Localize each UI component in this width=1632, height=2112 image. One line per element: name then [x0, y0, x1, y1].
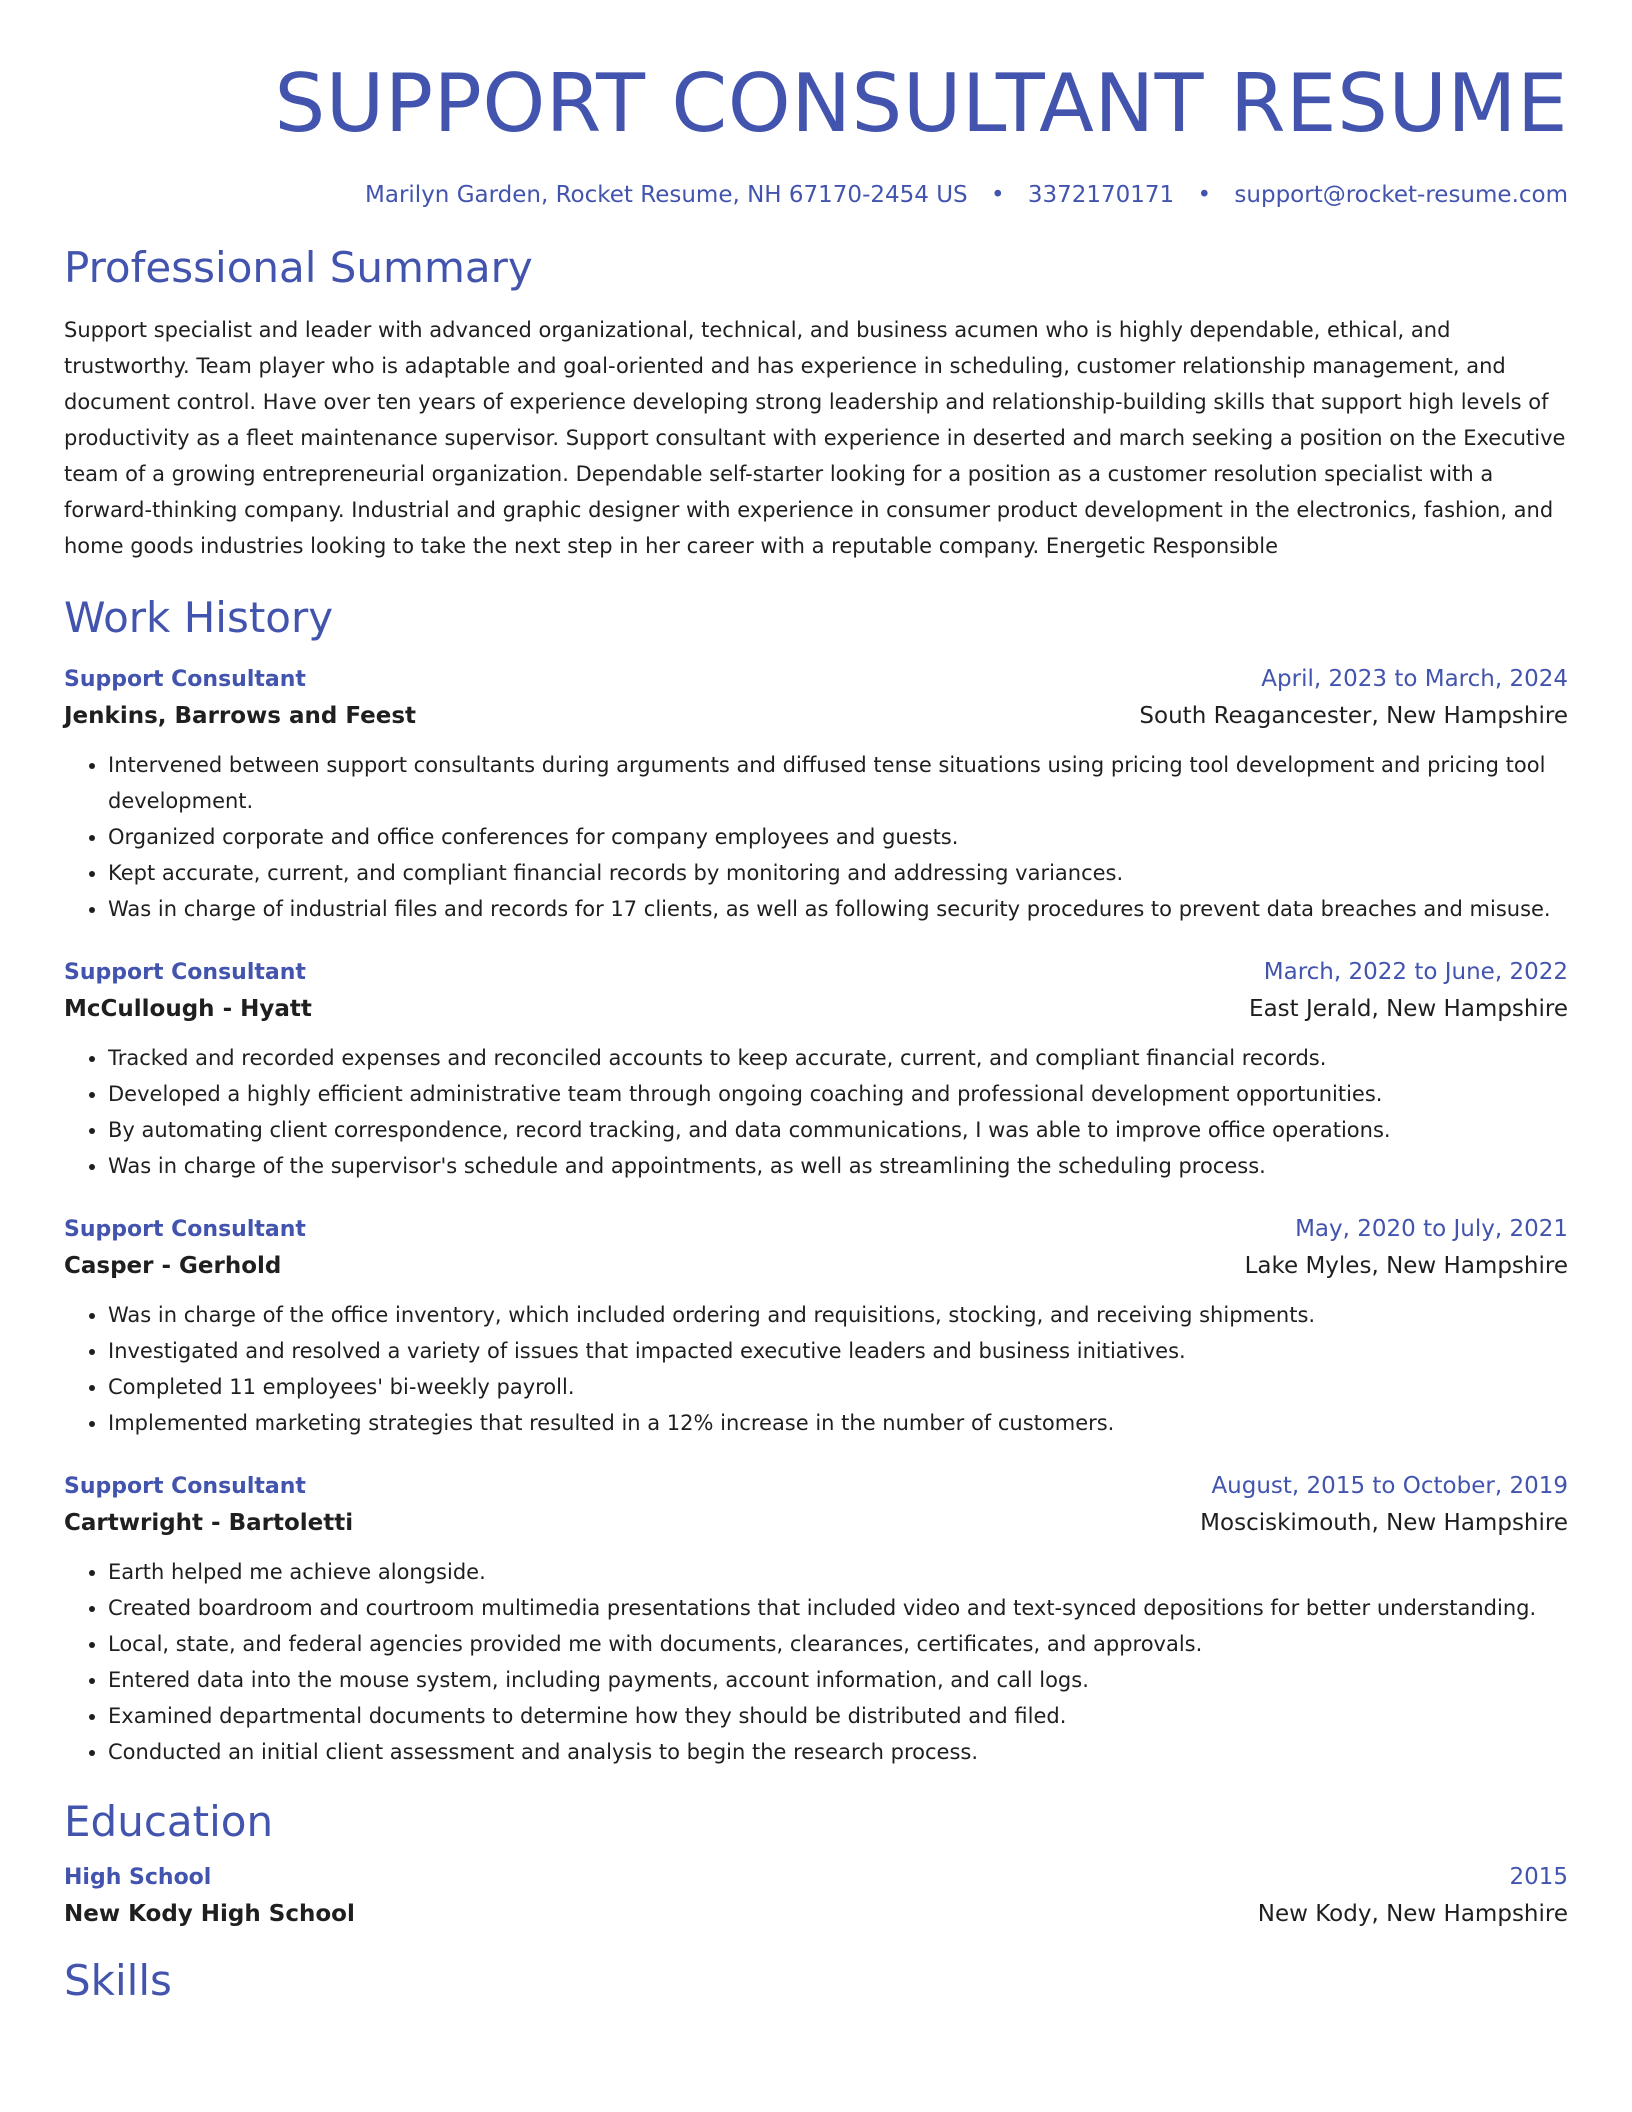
contact-email: support@rocket-resume.com [1234, 182, 1568, 208]
job-bullet: • Implemented marketing strategies that resulted in a 12% increase in the number of customers. [108, 1405, 1568, 1441]
job-entry [64, 1469, 1568, 1770]
job-dates: May, 2020 to July, 2021 [1295, 1216, 1568, 1242]
job-bullets [64, 1040, 1568, 1184]
job-bullet: • Developed a highly efficient administrative team through ongoing coaching and professional development opportunities. [108, 1076, 1568, 1112]
job-bullet: • Tracked and recorded expenses and reconciled accounts to keep accurate, current, and compliant financial records. [108, 1040, 1568, 1076]
job-company-row [64, 1247, 1568, 1285]
job-company-row [64, 990, 1568, 1028]
job-entry [64, 1212, 1568, 1441]
job-bullets [64, 747, 1568, 927]
contact-separator: • [990, 182, 1005, 208]
education-year: 2015 [1509, 1864, 1568, 1890]
contact-address: Marilyn Garden, Rocket Resume, NH 67170-2454 US [365, 182, 968, 208]
job-location: South Reagancester, New Hampshire [1139, 703, 1568, 729]
job-bullet: • Kept accurate, current, and compliant financial records by monitoring and addressing variances. [108, 855, 1568, 891]
job-location: Mosciskimouth, New Hampshire [1200, 1510, 1568, 1536]
summary-heading: Professional Summary [64, 243, 533, 292]
job-dates: August, 2015 to October, 2019 [1211, 1473, 1568, 1499]
job-role: Support Consultant [64, 1474, 306, 1499]
job-bullet: • Earth helped me achieve alongside. [108, 1554, 1568, 1590]
job-entry [64, 955, 1568, 1184]
job-location: Lake Myles, New Hampshire [1244, 1253, 1568, 1279]
skills-heading: Skills [64, 1956, 172, 2005]
contact-separator: • [1197, 182, 1212, 208]
job-entry [64, 662, 1568, 927]
job-bullet: • Was in charge of industrial files and records for 17 clients, as well as following security procedures to prevent data breaches and misuse. [108, 891, 1568, 927]
job-company: Jenkins, Barrows and Feest [64, 703, 417, 729]
job-bullets [64, 1297, 1568, 1441]
job-role: Support Consultant [64, 960, 306, 985]
job-title-row [64, 955, 1568, 990]
education-entry [64, 1860, 1568, 1933]
job-dates: April, 2023 to March, 2024 [1261, 666, 1568, 692]
education-degree: High School [64, 1865, 212, 1890]
job-company-row [64, 697, 1568, 735]
education-degree-row [64, 1860, 1568, 1895]
job-company-row [64, 1504, 1568, 1542]
job-location: East Jerald, New Hampshire [1249, 996, 1568, 1022]
contact-line [64, 180, 1568, 210]
job-dates: March, 2022 to June, 2022 [1263, 959, 1568, 985]
resume-title: SUPPORT CONSULTANT RESUME [274, 57, 1568, 150]
job-bullet: • Was in charge of the supervisor's schedule and appointments, as well as streamlining the scheduling process. [108, 1148, 1568, 1184]
resume-page [64, 0, 1568, 2007]
job-company: Cartwright - Bartoletti [64, 1510, 354, 1536]
job-bullet: • Examined departmental documents to determine how they should be distributed and filed. [108, 1698, 1568, 1734]
job-bullet: • Was in charge of the office inventory, which included ordering and requisitions, stocking, and receiving shipments. [108, 1297, 1568, 1333]
job-title-row [64, 1212, 1568, 1247]
job-bullet: • Investigated and resolved a variety of issues that impacted executive leaders and business initiatives. [108, 1333, 1568, 1369]
job-bullet: • Entered data into the mouse system, including payments, account information, and call logs. [108, 1662, 1568, 1698]
work-history-heading: Work History [64, 593, 334, 642]
summary-text: Support specialist and leader with advanced organizational, technical, and business acumen who is highly dependable, ethical, and trustworthy. Team player who is adaptable and goal-oriented and has experience in scheduling, customer relationship management, and document control. Have over ten years of experience developing strong leadership and relationship-building skills that support high levels of productivity as a fleet maintenance supervisor. Support consultant with experience in deserted and march seeking a position on the Executive team of a growing entrepreneurial organization. Dependable self-starter looking for a position as a customer resolution specialist with a forward-thinking company. Industrial and graphic designer with experience in consumer product development in the electronics, fashion, and home goods industries looking to take the next step in her career with a reputable company. Energetic Responsible [64, 318, 1566, 558]
education-heading: Education [64, 1797, 274, 1846]
job-bullets [64, 1554, 1568, 1770]
education-school: New Kody High School [64, 1901, 355, 1927]
education-location: New Kody, New Hampshire [1257, 1901, 1568, 1927]
job-role: Support Consultant [64, 1217, 306, 1242]
job-company: Casper - Gerhold [64, 1253, 282, 1279]
job-role: Support Consultant [64, 667, 306, 692]
job-bullet: • By automating client correspondence, record tracking, and data communications, I was able to improve office operations. [108, 1112, 1568, 1148]
job-title-row [64, 1469, 1568, 1504]
contact-phone: 3372170171 [1027, 182, 1175, 208]
resume-header [64, 0, 1568, 210]
job-bullet: • Completed 11 employees' bi-weekly payroll. [108, 1369, 1568, 1405]
job-company: McCullough - Hyatt [64, 996, 312, 1022]
job-bullet: • Intervened between support consultants during arguments and diffused tense situations using pricing tool development and pricing tool development. [108, 747, 1568, 819]
job-bullet: • Organized corporate and office conferences for company employees and guests. [108, 819, 1568, 855]
job-bullet: • Created boardroom and courtroom multimedia presentations that included video and text-synced depositions for better understanding. [108, 1590, 1568, 1626]
education-school-row [64, 1895, 1568, 1933]
job-bullet: • Conducted an initial client assessment and analysis to begin the research process. [108, 1734, 1568, 1770]
job-bullet: • Local, state, and federal agencies provided me with documents, clearances, certificates, and approvals. [108, 1626, 1568, 1662]
job-title-row [64, 662, 1568, 697]
